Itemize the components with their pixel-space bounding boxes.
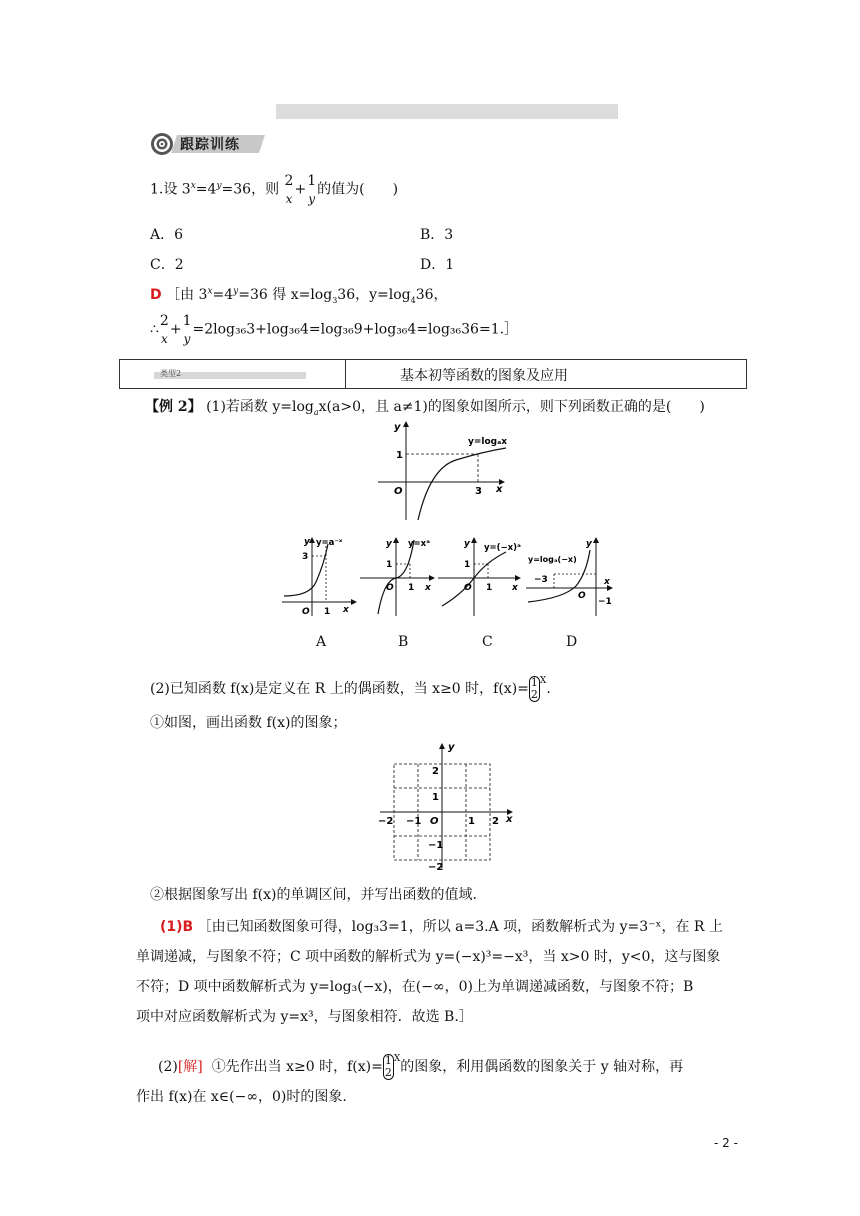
page-number: - 2 - [714, 1136, 738, 1150]
grid-x-tick: −2 [378, 816, 394, 827]
part-2-stem: (2)已知函数 f(x)是定义在 R 上的偶函数，当 x≥0 时，f(x)= 1 2 $^X$. [150, 676, 551, 701]
option-c: C．2 [150, 257, 184, 273]
type-header-table [119, 359, 747, 389]
svg-text:x: x [425, 583, 431, 593]
svg-text:y: y [304, 537, 310, 547]
svg-text:x: x [512, 583, 518, 593]
svg-text:x: x [604, 577, 610, 587]
grid-x-tick: −1 [406, 816, 422, 827]
svg-text:O: O [578, 591, 586, 601]
option-a: A．6 [150, 227, 184, 243]
q1-text-d: 的值为( ) [317, 181, 399, 198]
answer-1-line-1: D ［由 $3^x=4^y=36$ 得 $x=\log_336$，$y=\log_436$， [150, 286, 448, 305]
grid-ylabel: y [448, 742, 455, 753]
q1-text-b: =4 [195, 181, 217, 198]
grid-origin: O [430, 816, 439, 827]
answer-2-line-4: 项中对应函数解析式为 y=x³，与图象相符．故选 B.］ [136, 1009, 473, 1025]
svg-text:1: 1 [386, 560, 393, 570]
main-log-graph [372, 416, 512, 524]
svg-text:1: 1 [464, 560, 471, 570]
q1-plus: + [294, 181, 307, 198]
answer-2-line-3: 不符；D 项中函数解析式为 y=log₃(−x)，在(−∞，0)上为单调递减函数，与图象不符；B [136, 979, 694, 995]
caption-c: C [482, 634, 493, 650]
solution-line-2: 作出 f(x)在 x∈(−∞，0)时的图象. [136, 1089, 347, 1105]
half-paren-2: 1 2 [384, 1054, 392, 1079]
part-2-sub-1: ①如图，画出函数 f(x)的图象； [150, 715, 347, 731]
type-tag: 类型2 [160, 369, 182, 378]
example-2-stem: 【例 2】 (1)若函数 $y=\log_ax(a>0$，且 a≠1)的图象如图所示，则下列函数正确的是( ) [145, 399, 705, 417]
option-d: D．1 [420, 257, 455, 273]
answer-2-line-2: 单调递减，与图象不符；C 项中函数的解析式为 y=(−x)³=−x³，当 x>0 时，y<0，这与图象 [136, 949, 721, 965]
svg-text:y=a⁻ˣ: y=a⁻ˣ [316, 538, 343, 548]
caption-b: B [398, 634, 409, 650]
header-band [276, 104, 618, 119]
part-2-sub-2: ②根据图象写出 f(x)的单调区间，并写出函数的值域. [150, 887, 477, 903]
q1-text-a: 1.设 3 [150, 181, 191, 198]
svg-text:O: O [464, 583, 472, 593]
svg-text:−1: −1 [598, 597, 612, 607]
choice-graph-d [524, 534, 616, 618]
svg-text:−3: −3 [534, 575, 548, 585]
main-graph-curve-label: y=logₐx [468, 437, 508, 447]
grid-x-tick: 1 [468, 816, 475, 827]
badge-label: 跟踪训练 [180, 137, 240, 153]
caption-d: D [566, 634, 578, 650]
example-2-lead: 【例 2】 [145, 399, 202, 415]
svg-text:y=(−x)ᵃ: y=(−x)ᵃ [484, 543, 521, 553]
half-paren: 1 2 [530, 676, 538, 701]
log-curve [418, 448, 506, 520]
choice-graph-b [358, 534, 438, 618]
type-title: 基本初等函数的图象及应用 [400, 368, 568, 384]
main-graph-tick-x: 3 [475, 486, 482, 497]
question-1 [150, 174, 398, 205]
main-graph-tick-y: 1 [396, 450, 403, 461]
svg-text:y: y [386, 539, 392, 549]
main-graph-origin: O [394, 486, 403, 497]
grid-graph [372, 740, 522, 872]
main-graph-ylabel: y [394, 422, 401, 433]
q1-sup-y: y [216, 180, 222, 191]
svg-text:1: 1 [408, 583, 415, 593]
answer-1-line-2: ∴ 2 x + 1 y =2log₃₆3+log₃₆4=log₃₆9+log₃₆4=log₃₆36=1.］ [150, 313, 519, 346]
grid-y-tick: −1 [428, 840, 444, 851]
grid-y-tick: 2 [432, 766, 439, 777]
grid-y-tick: −2 [428, 862, 444, 872]
section-badge [150, 132, 262, 156]
solution-line-1: (2)[解] ①先作出当 x≥0 时，f(x)= 1 2 $^X$的图象，利用偶函数的图象关于 y 轴对称，再 [158, 1054, 684, 1079]
svg-text:O: O [386, 583, 394, 593]
solution-label: [解] [177, 1059, 203, 1075]
svg-text:y: y [586, 539, 592, 549]
svg-text:y=xᵃ: y=xᵃ [408, 539, 431, 549]
table-divider [345, 360, 346, 388]
answer-1-letter: D [150, 287, 162, 303]
grid-x-tick: 2 [492, 816, 499, 827]
grid-y-tick: 1 [432, 792, 439, 803]
choice-graph-a [280, 534, 360, 618]
svg-text:O: O [302, 607, 310, 617]
answer-2-line-1: (1)B ［由已知函数图象可得，log₃3=1，所以 a=3.A 项，函数解析式为 y=3⁻ˣ，在 R 上 [160, 919, 723, 935]
svg-text:3: 3 [302, 552, 309, 562]
option-b: B．3 [420, 227, 454, 243]
svg-text:x: x [343, 605, 349, 615]
choice-graph-c [436, 534, 524, 618]
svg-text:1: 1 [486, 583, 493, 593]
svg-text:1: 1 [324, 607, 331, 617]
caption-a: A [316, 634, 327, 650]
answer-2-tag: (1)B [160, 919, 194, 935]
svg-text:y: y [464, 539, 470, 549]
q1-fraction-1: 2 x [284, 173, 294, 206]
q1-sup-x: x [190, 180, 196, 191]
q1-text-c: =36，则 [221, 181, 280, 198]
main-graph-xlabel: x [496, 484, 503, 495]
q1-fraction-2: 1 y [307, 173, 317, 206]
svg-text:y=logₐ(−x): y=logₐ(−x) [528, 555, 577, 564]
grid-xlabel: x [506, 814, 513, 825]
